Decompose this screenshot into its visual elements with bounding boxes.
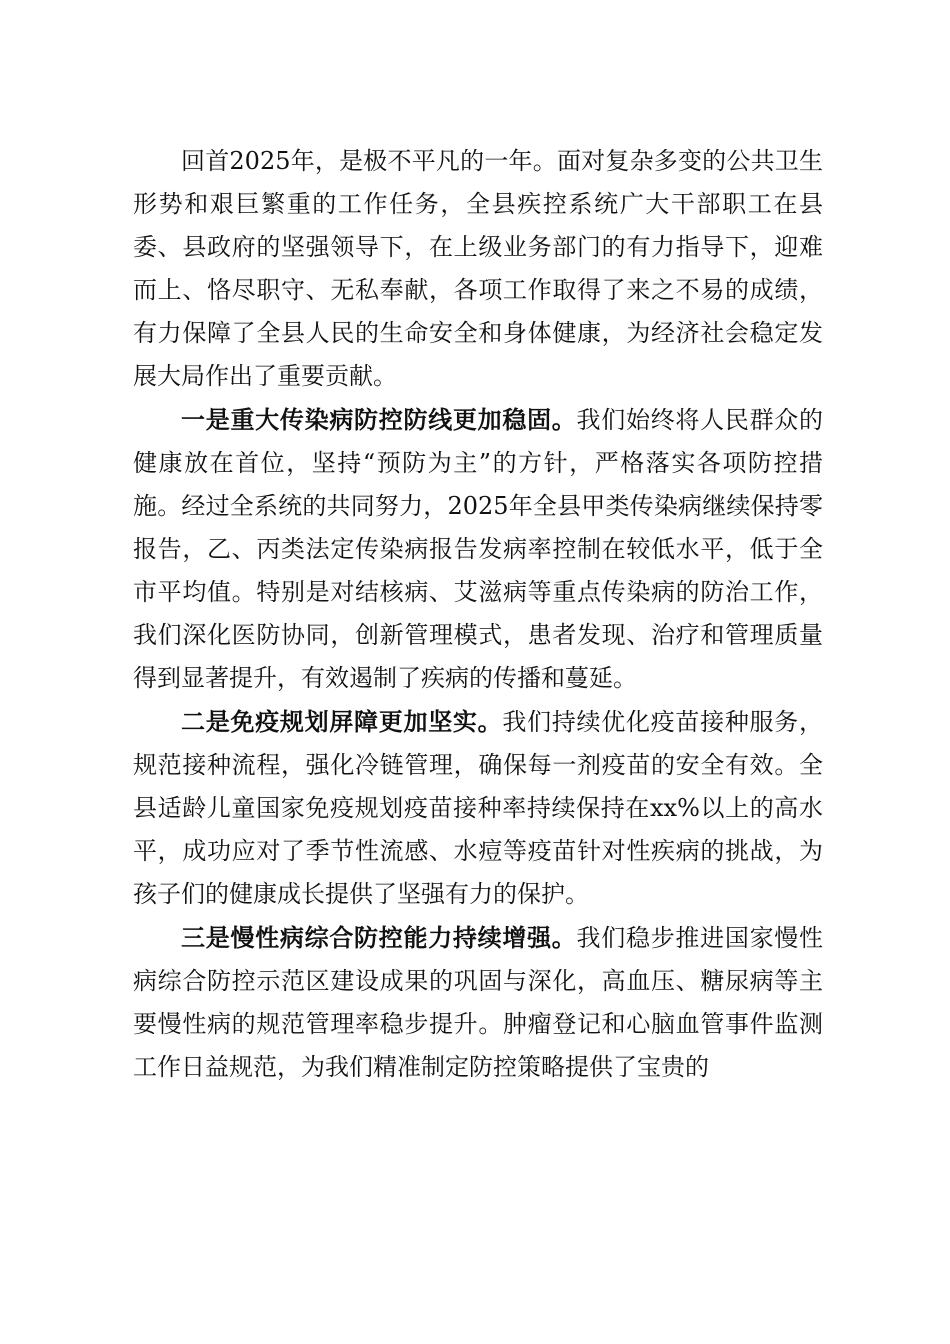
paragraph-chronic-disease-heading: 三是慢性病综合防控能力持续增强。 [181, 923, 577, 952]
document-body [133, 140, 823, 1089]
paragraph-immunization [133, 700, 823, 916]
paragraph-intro [133, 140, 823, 398]
paragraph-infectious-disease-text: 我们始终将人民群众的健康放在首位，坚持“预防为主”的方针，严格落实各项防控措施。经过全系统的共同努力，2025年全县甲类传染病继续保持零报告，乙、丙类法定传染病报告发病率控制在较低水平，低于全市平均值。特别是对结核病、艾滋病等重点传染病的防治工作，我们深化医防协同，创新管理模式，患者发现、治疗和管理质量得到显著提升，有效遏制了疾病的传播和蔓延。 [133, 406, 824, 692]
paragraph-infectious-disease [133, 398, 823, 700]
paragraph-chronic-disease-text: 我们稳步推进国家慢性病综合防控示范区建设成果的巩固与深化，高血压、糖尿病等主要慢性病的规范管理率稳步提升。肿瘤登记和心脑血管事件监测工作日益规范，为我们精准制定防控策略提供了宝贵的 [133, 924, 824, 1081]
paragraph-intro-text: 回首2025年，是极不平凡的一年。面对复杂多变的公共卫生形势和艰巨繁重的工作任务，全县疾控系统广大干部职工在县委、县政府的坚强领导下，在上级业务部门的有力指导下，迎难而上、恪尽职守、无私奉献，各项工作取得了来之不易的成绩，有力保障了全县人民的生命安全和身体健康，为经济社会稳定发展大局作出了重要贡献。 [133, 147, 823, 390]
paragraph-infectious-disease-heading: 一是重大传染病防控防线更加稳固。 [181, 405, 577, 434]
paragraph-chronic-disease [133, 916, 823, 1089]
paragraph-immunization-text: 我们持续优化疫苗接种服务，规范接种流程，强化冷链管理，确保每一剂疫苗的安全有效。全县适龄儿童国家免疫规划疫苗接种率持续保持在xx%以上的高水平，成功应对了季节性流感、水痘等疫苗针对性疾病的挑战，为孩子们的健康成长提供了坚强有力的保护。 [133, 708, 823, 908]
paragraph-immunization-heading: 二是免疫规划屏障更加坚实。 [181, 707, 503, 736]
